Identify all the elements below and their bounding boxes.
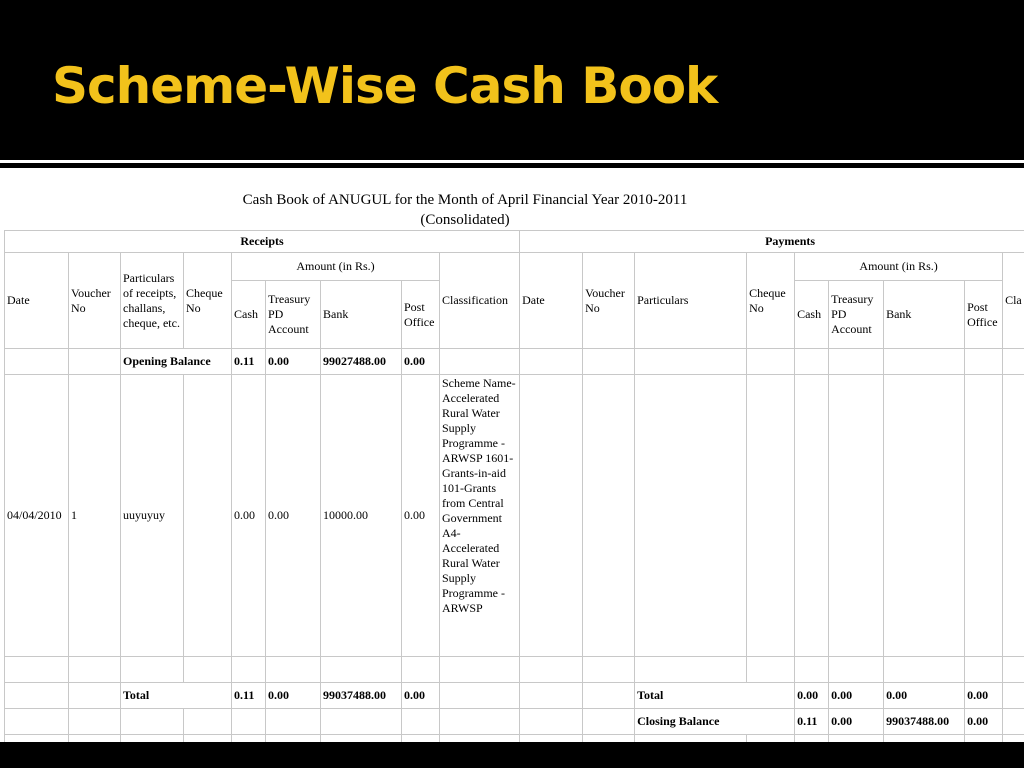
closing-post: 0.00: [965, 709, 1003, 735]
receipts-total-cash: 0.11: [232, 683, 266, 709]
opening-post: 0.00: [402, 349, 440, 375]
entry-treasury: 0.00: [266, 375, 321, 657]
receipts-cheque-header: Cheque No: [184, 253, 232, 349]
payments-treasury-header: Treasury PD Account: [829, 281, 884, 349]
payments-cheque-header: Cheque No: [747, 253, 795, 349]
opening-bank: 99027488.00: [321, 349, 402, 375]
receipts-cash-header: Cash: [232, 281, 266, 349]
receipts-particulars-header: Particulars of receipts, challans, cheque, etc.: [121, 253, 184, 349]
receipts-amount-header: Amount (in Rs.): [232, 253, 440, 281]
payments-post-header: Post Office: [965, 281, 1003, 349]
payments-amount-header: Amount (in Rs.): [795, 253, 1003, 281]
divider-line: [0, 160, 1024, 163]
entry-bank: 10000.00: [321, 375, 402, 657]
payments-section-header: Payments: [520, 231, 1024, 253]
opening-balance-row: [5, 349, 1024, 375]
trailing-row: [5, 735, 1024, 743]
closing-balance-row: [5, 709, 1024, 735]
slide-title: Scheme-Wise Cash Book: [52, 57, 718, 115]
payments-voucher-header: Voucher No: [583, 253, 635, 349]
receipts-voucher-header: Voucher No: [69, 253, 121, 349]
cash-book-sheet: [0, 168, 1024, 742]
entry-classification: Scheme Name-Accelerated Rural Water Supply Programme - ARWSP 1601-Grants-in-aid 101-Grants from Central Government A4-Accelerated Rural Water Supply Programme - ARWSP: [440, 375, 520, 657]
closing-balance-label: Closing Balance: [635, 709, 795, 735]
payments-particulars-header: Particulars: [635, 253, 747, 349]
receipts-post-header: Post Office: [402, 281, 440, 349]
payments-total-treasury: 0.00: [829, 683, 884, 709]
receipts-total-treasury: 0.00: [266, 683, 321, 709]
receipts-total-bank: 99037488.00: [321, 683, 402, 709]
report-heading-line2: (Consolidated): [420, 212, 510, 228]
receipts-classification-header: Classification: [440, 253, 520, 349]
closing-cash: 0.11: [795, 709, 829, 735]
entry-voucher: 1: [69, 375, 121, 657]
opening-balance-label: Opening Balance: [121, 349, 232, 375]
receipt-entry-row: [5, 375, 1024, 657]
column-header-row-1: [5, 253, 1024, 281]
entry-cash: 0.00: [232, 375, 266, 657]
receipts-date-header: Date: [5, 253, 69, 349]
receipts-bank-header: Bank: [321, 281, 402, 349]
total-row: [5, 683, 1024, 709]
payments-total-post: 0.00: [965, 683, 1003, 709]
payments-total-bank: 0.00: [884, 683, 965, 709]
closing-treasury: 0.00: [829, 709, 884, 735]
entry-post: 0.00: [402, 375, 440, 657]
receipts-total-label: Total: [121, 683, 232, 709]
section-header-row: [5, 231, 1024, 253]
receipts-section-header: Receipts: [5, 231, 520, 253]
title-bar: [0, 0, 1024, 160]
opening-cash: 0.11: [232, 349, 266, 375]
receipts-total-post: 0.00: [402, 683, 440, 709]
entry-date: 04/04/2010: [5, 375, 69, 657]
report-heading: [0, 190, 930, 230]
blank-row: [5, 657, 1024, 683]
entry-particulars: uuyuyuy: [121, 375, 184, 657]
receipts-treasury-header: Treasury PD Account: [266, 281, 321, 349]
payments-total-cash: 0.00: [795, 683, 829, 709]
cash-book-table: [4, 230, 1024, 742]
payments-date-header: Date: [520, 253, 583, 349]
payments-bank-header: Bank: [884, 281, 965, 349]
closing-bank: 99037488.00: [884, 709, 965, 735]
payments-cash-header: Cash: [795, 281, 829, 349]
payments-classification-header: Cla: [1003, 253, 1024, 349]
opening-treasury: 0.00: [266, 349, 321, 375]
payments-total-label: Total: [635, 683, 795, 709]
report-heading-line1: Cash Book of ANUGUL for the Month of April Financial Year 2010-2011: [242, 192, 688, 208]
